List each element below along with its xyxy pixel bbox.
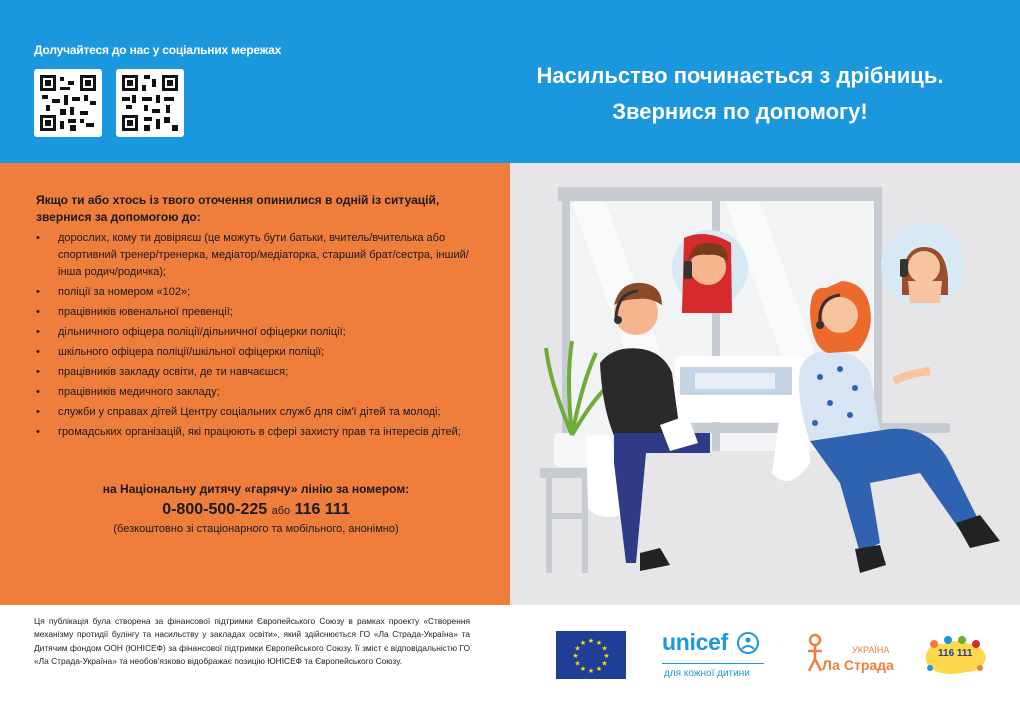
list-item: • працівників ювенальної превенції;: [36, 304, 476, 321]
svg-text:★: ★: [595, 665, 603, 673]
list-item: • працівників медичного закладу;: [36, 384, 476, 401]
list-item: • служби у справах дітей Центру соціальних служб для сім'ї дітей та молоді;: [36, 404, 476, 421]
headline-line-1: Насильство починається з дрібниць.: [536, 63, 944, 88]
svg-text:★: ★: [603, 652, 610, 660]
intro-text: [36, 192, 476, 226]
qr-code-icon: [122, 75, 178, 131]
svg-text:★: ★: [595, 639, 603, 647]
svg-text:★: ★: [572, 652, 579, 660]
hotline-numbers: [36, 499, 476, 522]
hotline-number-2[interactable]: 116 111: [294, 501, 350, 518]
hotline-number-1[interactable]: 0-800-500-225: [162, 501, 268, 518]
illustration-panel: [510, 163, 1020, 605]
headline-line-2: Звернися по допомогу!: [612, 99, 868, 124]
intro-line-2: звернися за допомогою до:: [36, 210, 201, 224]
unicef-wordmark: unicef: [662, 629, 728, 655]
qr-code-icon: [40, 75, 96, 131]
kids-logo-number: 116 111: [938, 648, 973, 659]
svg-text:★: ★: [579, 639, 587, 647]
hotline-note: (безкоштовно зі стаціонарного та мобільного, анонімно): [113, 523, 399, 535]
helpline-operators-illustration: [510, 163, 1020, 605]
list-item: • дільничного офіцера поліції/дільничної офіцерки поліції;: [36, 324, 476, 341]
headline: [520, 58, 960, 130]
svg-text:★: ★: [579, 665, 587, 673]
hotline-or: або: [271, 505, 291, 517]
list-item: • працівників закладу освіти, де ти навчаєшся;: [36, 364, 476, 381]
unicef-divider: [662, 663, 764, 664]
eu-flag-logo: [556, 631, 626, 679]
lastrada-logo: [806, 633, 896, 679]
unicef-emblem-icon: [736, 631, 760, 655]
hotline-intro: на Національну дитячу «гарячу» лінію за номером:: [102, 482, 410, 496]
lastrada-name: Ла Страда: [822, 657, 894, 673]
disclaimer: Ця публікація була створена за фінансової підтримки Європейського Союзу в рамках проекту «Створення механізму протидії булінгу та насильству у закладах освіти», який здійснюється ГО «Ла Страда-Україна» та Дитячим фондом ООН (ЮНІСЕФ) за фінансової підтримки Європейського Союзу. Її зміст є відповідальністю ГО «Ла Страда-Україна» та необов'язково відображає позицію ЮНІСЕФ та Європейського Союзу.: [34, 616, 470, 667]
svg-text:★: ★: [587, 667, 595, 675]
hotline-block: [36, 481, 476, 537]
svg-text:★: ★: [601, 659, 608, 668]
hotline-kids-logo: [920, 632, 990, 680]
unicef-logo: [662, 625, 764, 685]
list-item: • шкільного офіцера поліції/шкільної офіцерки поліції;: [36, 344, 476, 361]
intro-line-1: Якщо ти або хтось із твого оточення опинилися в одній із ситуацій,: [36, 193, 440, 207]
qr-code-2[interactable]: [116, 69, 184, 137]
social-label: Долучайтеся до нас у соціальних мережах: [34, 43, 282, 57]
eu-stars-icon: [556, 631, 626, 679]
qr-code-1[interactable]: [34, 69, 102, 137]
list-item: • поліції за номером «102»;: [36, 284, 476, 301]
list-item: • дорослих, кому ти довіряєш (це можуть бути батьки, вчитель/вчителька або спортивний тренер/тренерка, медіатор/медіаторка, старший брат/сестра, інший/інша родич/родичка);: [36, 230, 476, 281]
list-item: • громадських організацій, які працюють в сфері захисту прав та інтересів дітей;: [36, 424, 476, 441]
help-list: [36, 230, 476, 444]
svg-text:★: ★: [587, 637, 595, 645]
svg-text:★: ★: [574, 644, 581, 653]
unicef-tagline: для кожної дитини: [664, 668, 750, 679]
svg-text:★: ★: [574, 659, 581, 668]
lastrada-country: УКРАЇНА: [852, 645, 890, 655]
svg-text:★: ★: [601, 644, 608, 653]
